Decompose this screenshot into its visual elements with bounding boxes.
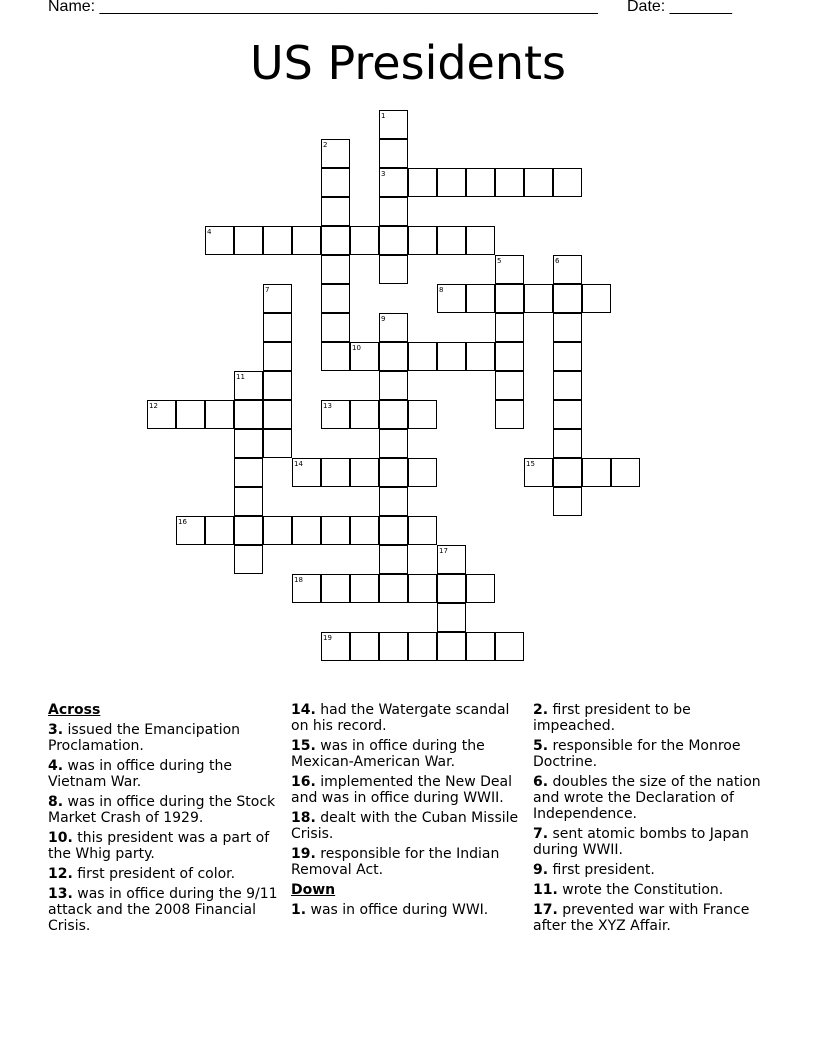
grid-cell[interactable] (321, 632, 350, 661)
across-clue-13 (48, 886, 278, 934)
grid-cell[interactable] (321, 197, 350, 226)
page-title: US Presidents (249, 36, 567, 90)
grid-cell[interactable] (379, 255, 408, 284)
grid-cell[interactable] (350, 342, 379, 371)
across-clue-10 (48, 830, 278, 862)
grid-cell[interactable] (205, 226, 234, 255)
clue-text: was in office during the Vietnam War. (48, 758, 232, 790)
grid-cell[interactable] (466, 168, 495, 197)
grid-cell[interactable] (350, 400, 379, 429)
grid-cell[interactable] (466, 632, 495, 661)
clue-text: sent atomic bombs to Japan during WWII. (533, 826, 749, 858)
grid-cell[interactable] (437, 226, 466, 255)
grid-cell[interactable] (263, 226, 292, 255)
grid-cell[interactable] (321, 313, 350, 342)
across-clue-8 (48, 794, 278, 826)
down-clue-9 (533, 862, 763, 878)
across-clue-3 (48, 722, 278, 754)
clue-number-label: 8 (439, 286, 444, 294)
clue-text: first president to be impeached. (533, 702, 691, 734)
clue-text: was in office during the Stock Market Crash of 1929. (48, 794, 276, 826)
down-clue-5 (533, 738, 763, 770)
grid-cell[interactable] (553, 313, 582, 342)
clue-text: prevented war with France after the XYZ Affair. (533, 902, 750, 934)
grid-cell[interactable] (263, 342, 292, 371)
grid-cell[interactable] (437, 574, 466, 603)
grid-cell[interactable] (379, 574, 408, 603)
clue-text: wrote the Constitution. (557, 882, 724, 898)
grid-cell[interactable] (263, 371, 292, 400)
down-clue-1 (291, 902, 521, 918)
grid-cell[interactable] (292, 516, 321, 545)
clue-number-label: 9 (381, 315, 386, 323)
clues-column-2 (291, 702, 521, 922)
clue-number: 19. (291, 846, 316, 862)
grid-cell[interactable] (379, 139, 408, 168)
clue-number: 10. (48, 830, 73, 846)
grid-cell[interactable] (553, 458, 582, 487)
grid-cell[interactable] (379, 400, 408, 429)
grid-cell[interactable] (234, 458, 263, 487)
down-clue-2 (533, 702, 763, 734)
clue-text: responsible for the Indian Removal Act. (291, 846, 500, 878)
grid-cell[interactable] (582, 284, 611, 313)
clue-number: 1. (291, 902, 307, 918)
grid-cell[interactable] (553, 255, 582, 284)
grid-cell[interactable] (495, 371, 524, 400)
grid-cell[interactable] (408, 226, 437, 255)
grid-cell[interactable] (263, 284, 292, 313)
clue-number-label: 7 (265, 286, 270, 294)
clue-number-label: 4 (207, 228, 212, 236)
clue-number: 9. (533, 862, 549, 878)
grid-cell[interactable] (524, 284, 553, 313)
grid-cell[interactable] (466, 284, 495, 313)
clue-number: 4. (48, 758, 64, 774)
grid-cell[interactable] (379, 342, 408, 371)
clue-number: 18. (291, 810, 316, 826)
across-clue-12 (48, 866, 278, 882)
grid-cell[interactable] (495, 313, 524, 342)
grid-cell[interactable] (379, 487, 408, 516)
clue-number-label: 1 (381, 112, 386, 120)
grid-cell[interactable] (553, 168, 582, 197)
clue-number-label: 2 (323, 141, 328, 149)
clue-number-label: 12 (149, 402, 158, 410)
grid-cell[interactable] (379, 110, 408, 139)
grid-cell[interactable] (495, 400, 524, 429)
grid-cell[interactable] (292, 574, 321, 603)
grid-cell[interactable] (495, 168, 524, 197)
grid-cell[interactable] (321, 342, 350, 371)
grid-cell[interactable] (379, 197, 408, 226)
clue-number: 7. (533, 826, 549, 842)
grid-cell[interactable] (234, 400, 263, 429)
clue-text: responsible for the Monroe Doctrine. (533, 738, 741, 770)
grid-cell[interactable] (321, 139, 350, 168)
clue-number-label: 10 (352, 344, 361, 352)
clue-number: 3. (48, 722, 64, 738)
grid-cell[interactable] (408, 458, 437, 487)
clue-number: 2. (533, 702, 549, 718)
grid-cell[interactable] (350, 574, 379, 603)
name-field-label[interactable]: Name: ________________________________________________________ (48, 0, 598, 15)
grid-cell[interactable] (292, 226, 321, 255)
clue-number: 15. (291, 738, 316, 754)
down-clue-11 (533, 882, 763, 898)
grid-cell[interactable] (466, 226, 495, 255)
grid-cell[interactable] (205, 516, 234, 545)
grid-cell[interactable] (350, 516, 379, 545)
clues-column-3 (533, 702, 763, 938)
grid-cell[interactable] (466, 342, 495, 371)
grid-cell[interactable] (263, 400, 292, 429)
grid-cell[interactable] (495, 255, 524, 284)
grid-cell[interactable] (321, 574, 350, 603)
down-clue-17 (533, 902, 763, 934)
grid-cell[interactable] (408, 342, 437, 371)
clue-number: 5. (533, 738, 549, 754)
grid-cell[interactable] (234, 516, 263, 545)
clue-text: dealt with the Cuban Missile Crisis. (291, 810, 519, 842)
grid-cell[interactable] (379, 226, 408, 255)
grid-cell[interactable] (495, 284, 524, 313)
clue-number-label: 19 (323, 634, 332, 642)
grid-cell[interactable] (321, 284, 350, 313)
clue-number-label: 17 (439, 547, 448, 555)
grid-cell[interactable] (611, 458, 640, 487)
grid-cell[interactable] (437, 168, 466, 197)
grid-cell[interactable] (321, 168, 350, 197)
grid-cell[interactable] (321, 255, 350, 284)
grid-cell[interactable] (176, 400, 205, 429)
down-clue-7 (533, 826, 763, 858)
clue-number-label: 16 (178, 518, 187, 526)
grid-cell[interactable] (263, 429, 292, 458)
clue-text: first president. (548, 862, 655, 878)
grid-cell[interactable] (176, 516, 205, 545)
clue-number: 17. (533, 902, 558, 918)
date-field-label[interactable]: Date: _______ (627, 0, 732, 15)
clue-number: 13. (48, 886, 73, 902)
clue-text: issued the Emancipation Proclamation. (48, 722, 241, 754)
clue-text: implemented the New Deal and was in office during WWII. (291, 774, 513, 806)
clue-number-label: 14 (294, 460, 303, 468)
clue-number-label: 18 (294, 576, 303, 584)
clue-number: 8. (48, 794, 64, 810)
across-clue-4 (48, 758, 278, 790)
grid-cell[interactable] (234, 371, 263, 400)
grid-cell[interactable] (524, 458, 553, 487)
down-heading: Down (291, 882, 336, 898)
grid-cell[interactable] (379, 371, 408, 400)
grid-cell[interactable] (553, 487, 582, 516)
grid-cell[interactable] (524, 168, 553, 197)
across-heading: Across (48, 702, 101, 718)
grid-cell[interactable] (408, 574, 437, 603)
clue-number: 14. (291, 702, 316, 718)
clue-number-label: 11 (236, 373, 245, 381)
across-clue-15 (291, 738, 521, 770)
grid-cell[interactable] (495, 342, 524, 371)
grid-cell[interactable] (408, 516, 437, 545)
clue-text: first president of color. (72, 866, 236, 882)
grid-cell[interactable] (553, 429, 582, 458)
grid-cell[interactable] (408, 632, 437, 661)
grid-cell[interactable] (205, 400, 234, 429)
clue-number-label: 13 (323, 402, 332, 410)
clue-number-label: 15 (526, 460, 535, 468)
clue-text: doubles the size of the nation and wrote the Declaration of Independence. (533, 774, 761, 822)
grid-cell[interactable] (234, 545, 263, 574)
grid-cell[interactable] (234, 487, 263, 516)
grid-cell[interactable] (408, 168, 437, 197)
grid-cell[interactable] (553, 400, 582, 429)
grid-cell[interactable] (437, 603, 466, 632)
clue-number: 6. (533, 774, 549, 790)
grid-cell[interactable] (234, 226, 263, 255)
grid-cell[interactable] (466, 574, 495, 603)
clue-number-label: 5 (497, 257, 502, 265)
grid-cell[interactable] (379, 429, 408, 458)
clue-number-label: 3 (381, 170, 386, 178)
grid-cell[interactable] (263, 516, 292, 545)
grid-cell[interactable] (437, 284, 466, 313)
clue-number: 16. (291, 774, 316, 790)
grid-cell[interactable] (350, 226, 379, 255)
down-clue-6 (533, 774, 763, 822)
grid-cell[interactable] (263, 313, 292, 342)
grid-cell[interactable] (321, 458, 350, 487)
grid-cell[interactable] (234, 429, 263, 458)
clue-text: was in office during WWI. (306, 902, 489, 918)
clue-number: 11. (533, 882, 558, 898)
grid-cell[interactable] (379, 516, 408, 545)
across-clue-18 (291, 810, 521, 842)
clue-text: had the Watergate scandal on his record. (291, 702, 510, 734)
grid-cell[interactable] (321, 516, 350, 545)
grid-cell[interactable] (553, 284, 582, 313)
grid-cell[interactable] (350, 632, 379, 661)
grid-cell[interactable] (379, 458, 408, 487)
grid-cell[interactable] (582, 458, 611, 487)
grid-cell[interactable] (553, 371, 582, 400)
grid-cell[interactable] (350, 458, 379, 487)
grid-cell[interactable] (379, 313, 408, 342)
clue-text: was in office during the Mexican-American War. (291, 738, 485, 770)
grid-cell[interactable] (321, 226, 350, 255)
grid-cell[interactable] (408, 400, 437, 429)
clue-text: this president was a part of the Whig party. (48, 830, 270, 862)
grid-cell[interactable] (147, 400, 176, 429)
clue-text: was in office during the 9/11 attack and the 2008 Financial Crisis. (48, 886, 278, 934)
grid-cell[interactable] (321, 400, 350, 429)
across-clue-16 (291, 774, 521, 806)
grid-cell[interactable] (437, 545, 466, 574)
grid-cell[interactable] (495, 632, 524, 661)
clue-number: 12. (48, 866, 73, 882)
grid-cell[interactable] (379, 632, 408, 661)
across-clue-14 (291, 702, 521, 734)
grid-cell[interactable] (379, 168, 408, 197)
grid-cell[interactable] (292, 458, 321, 487)
grid-cell[interactable] (379, 545, 408, 574)
clues-column-1 (48, 702, 278, 938)
clue-number-label: 6 (555, 257, 560, 265)
grid-cell[interactable] (437, 342, 466, 371)
grid-cell[interactable] (437, 632, 466, 661)
grid-cell[interactable] (553, 342, 582, 371)
across-clue-19 (291, 846, 521, 878)
